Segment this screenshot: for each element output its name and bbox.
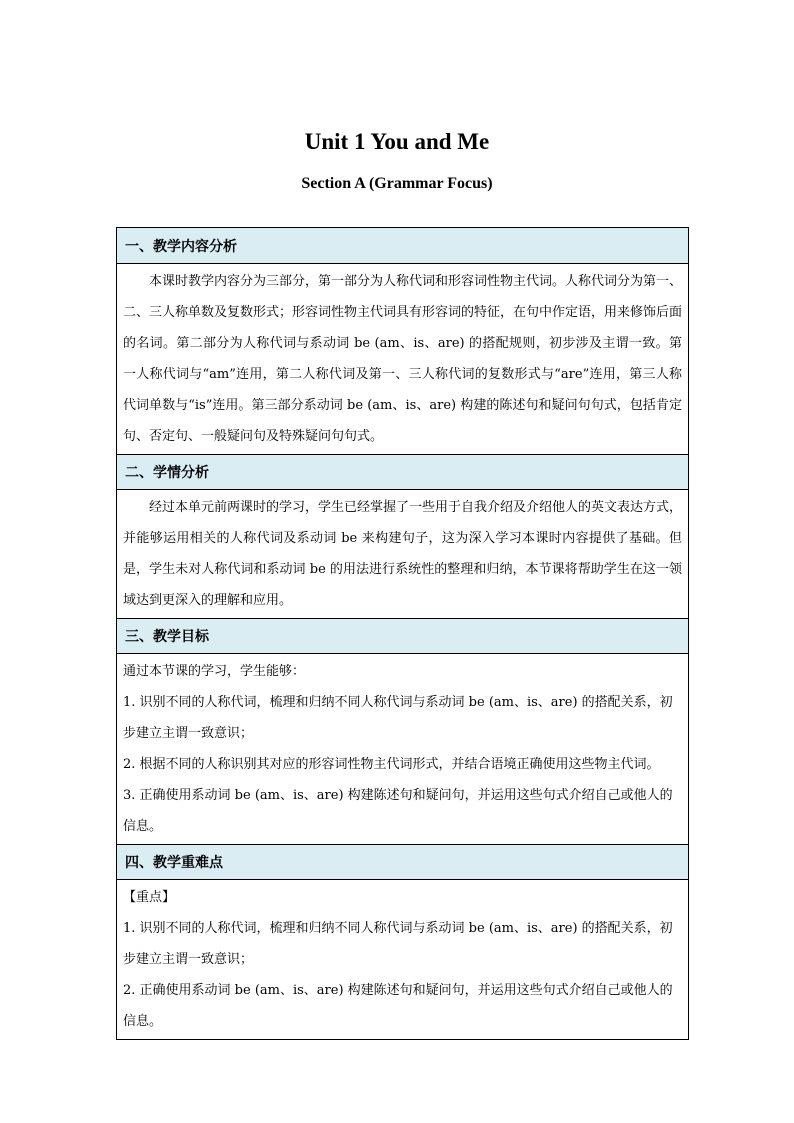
section-heading-key-points: 四、教学重难点 [117,844,688,880]
objective-item: 3. 正确使用系动词 be (am、is、are) 构建陈述句和疑问句，并运用这些句式介绍自己或他人的信息。 [123,788,673,834]
section-body-learner-analysis [117,490,688,618]
lesson-plan-table [116,227,689,1040]
objective-item: 1. 识别不同的人称代词，梳理和归纳不同人称代词与系动词 be (am、is、are) 的搭配关系，初步建立主谓一致意识； [123,695,673,741]
page-subtitle: Section A (Grammar Focus) [301,175,493,192]
key-point-item: 2. 正确使用系动词 be (am、is、are) 构建陈述句和疑问句，并运用这些句式介绍自己或他人的信息。 [123,983,673,1029]
objective-item: 2. 根据不同的人称识别其对应的形容词性物主代词形式，并结合语境正确使用这些物主代词。 [123,757,660,772]
section-heading-learner-analysis: 二、学情分析 [117,454,688,490]
key-point-item: 1. 识别不同的人称代词，梳理和归纳不同人称代词与系动词 be (am、is、are) 的搭配关系，初步建立主谓一致意识； [123,921,673,967]
section-body-objectives [117,654,688,844]
learner-analysis-paragraph: 经过本单元前两课时的学习，学生已经掌握了一些用于自我介绍及介绍他人的英文表达方式，并能够运用相关的人称代词及系动词 be 来构建句子，这为深入学习本课时内容提供了基础。但是，学生未对人称代词和系动词 be 的用法进行系统性的整理和归纳，本节课将帮助学生在这一领域达到更深入的理解和应用。 [123,500,683,608]
page-title: Unit 1 You and Me [304,129,490,154]
section-heading-content-analysis: 一、教学内容分析 [117,228,688,264]
section-heading-objectives: 三、教学目标 [117,618,688,654]
key-points-label: 【重点】 [123,890,176,905]
content-analysis-paragraph: 本课时教学内容分为三部分，第一部分为人称代词和形容词性物主代词。人称代词分为第一、二、三人称单数及复数形式；形容词性物主代词具有形容词的特征，在句中作定语，用来修饰后面的名词。第二部分为人称代词与系动词 be (am、is、are) 的搭配规则，初步涉及主谓一致。第一人称代词与“am”连用，第二人称代词及第一、三人称代词的复数形式与“are”连用，第三人称代词单数与“is”连用。第三部分系动词 be (am、is、are) 构建的陈述句和疑问句句式，包括肯定句、否定句、一般疑问句及特殊疑问句句式。 [123,274,683,444]
section-body-key-points [117,880,688,1039]
section-body-content-analysis [117,264,688,454]
objectives-intro: 通过本节课的学习，学生能够： [123,664,306,679]
